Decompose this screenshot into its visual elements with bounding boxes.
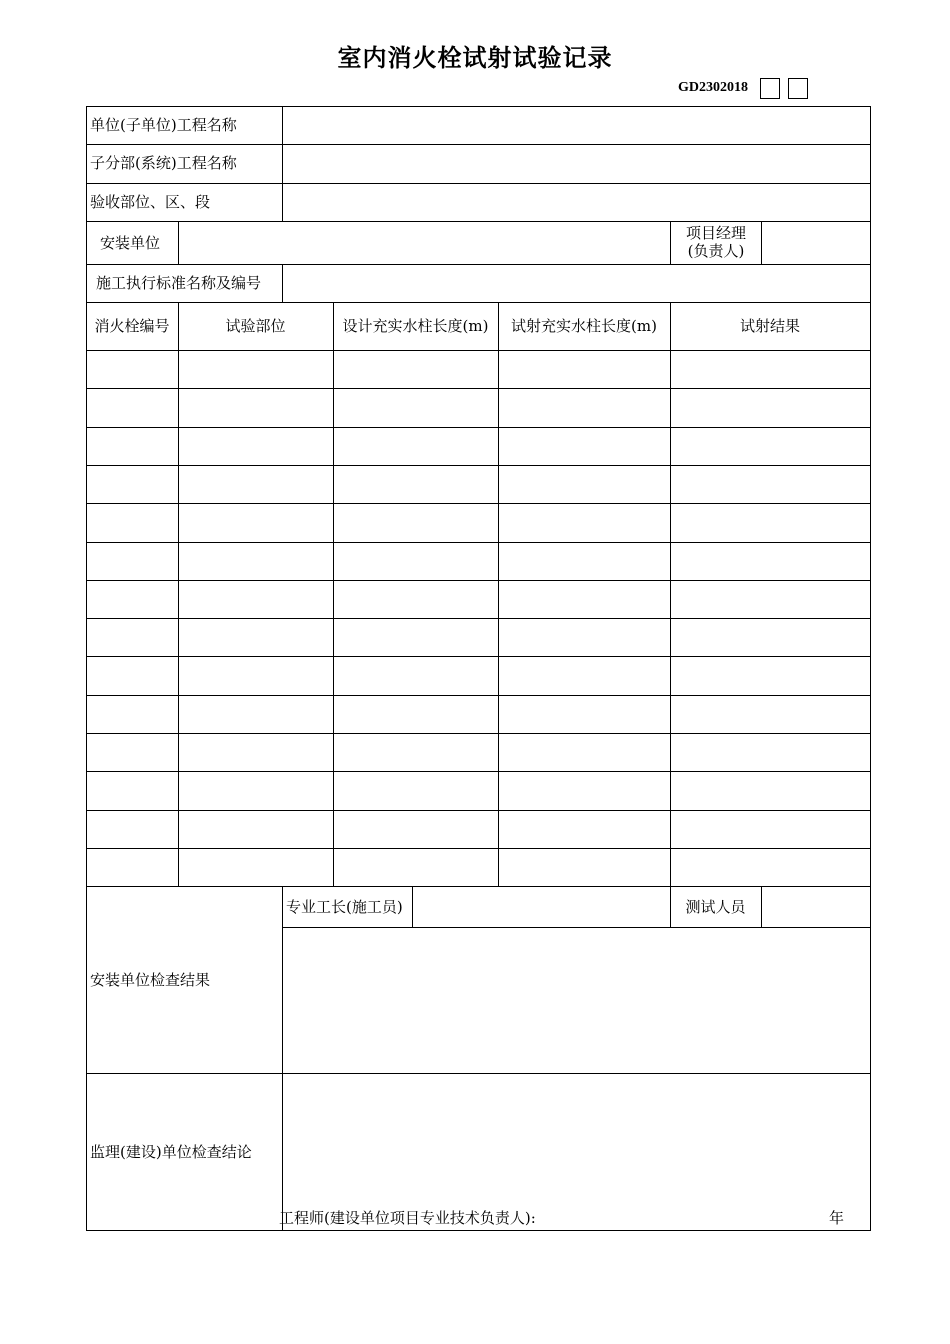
grid-row-line <box>86 503 871 504</box>
grid-row-line <box>86 771 871 772</box>
grid-row-line <box>86 580 871 581</box>
grid-row-line <box>86 618 871 619</box>
label-foreman: 专业工长(施工员) <box>286 898 403 916</box>
label-acceptance-part: 验收部位、区、段 <box>90 193 211 211</box>
grid-row-line <box>86 465 871 466</box>
header-design-length: 设计充实水柱长度(m) <box>342 317 489 335</box>
grid-row-line <box>86 302 871 303</box>
form-code: GD2302018 <box>678 80 748 95</box>
label-install-check: 安装单位检查结果 <box>90 971 211 989</box>
label-engineer-sign: 工程师(建设单位项目专业技术负责人): <box>279 1209 536 1227</box>
grid-col-line <box>178 302 179 887</box>
grid-row-line <box>86 106 871 107</box>
grid-row-line <box>86 810 871 811</box>
code-box-1[interactable] <box>760 78 780 99</box>
grid-line <box>282 106 283 222</box>
header-hydrant-no: 消火栓编号 <box>94 317 170 335</box>
grid-row-line <box>86 542 871 543</box>
grid-line <box>761 221 762 265</box>
label-unit-project: 单位(子单位)工程名称 <box>90 116 237 134</box>
grid-row-line <box>86 733 871 734</box>
grid-line <box>282 886 283 1231</box>
label-sub-project: 子分部(系统)工程名称 <box>90 154 237 172</box>
grid-border-left <box>86 106 87 1231</box>
grid-row-line <box>86 656 871 657</box>
grid-line <box>761 886 762 928</box>
grid-line <box>282 264 283 303</box>
grid-col-line <box>498 302 499 887</box>
header-test-location: 试验部位 <box>225 317 286 335</box>
grid-row-line <box>86 264 871 265</box>
grid-row-line <box>86 388 871 389</box>
label-supervision-check: 监理(建设)单位检查结论 <box>90 1143 252 1161</box>
grid-line <box>178 221 179 265</box>
grid-border-right <box>870 106 871 1231</box>
grid-row-line <box>86 848 871 849</box>
grid-row-line <box>86 427 871 428</box>
label-standard: 施工执行标准名称及编号 <box>96 274 262 292</box>
grid-row-line <box>86 221 871 222</box>
grid-col-line <box>670 302 671 887</box>
header-test-length: 试射充实水柱长度(m) <box>511 317 657 335</box>
grid-row-line <box>86 144 871 145</box>
grid-row-line <box>86 1230 871 1231</box>
grid-row-line <box>86 886 871 887</box>
grid-row-line <box>86 183 871 184</box>
grid-col-line <box>333 302 334 887</box>
label-year: 年 <box>829 1209 845 1227</box>
label-pm-line1: 项目经理 <box>685 224 746 242</box>
header-test-result: 试射结果 <box>739 317 800 335</box>
grid-row-line <box>282 927 871 928</box>
label-pm-line2: (负责人) <box>687 242 745 260</box>
grid-line <box>412 886 413 928</box>
grid-row-line <box>86 1073 871 1074</box>
label-install-unit: 安装单位 <box>100 234 161 252</box>
form-title: 室内消火栓试射试验记录 <box>337 43 613 72</box>
grid-row-line <box>86 695 871 696</box>
code-box-2[interactable] <box>788 78 808 99</box>
grid-row-line <box>86 350 871 351</box>
label-tester: 测试人员 <box>685 898 746 916</box>
